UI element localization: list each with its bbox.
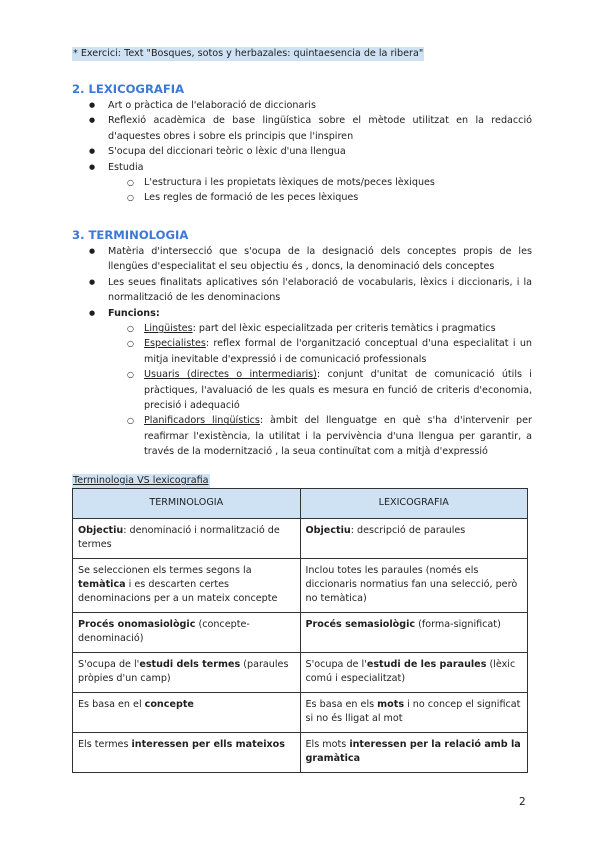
table-cell: S'ocupa de l'estudi de les paraules (lèxic comú i especialitzat) [300, 653, 528, 693]
sub-list-item: ○ Les regles de formació de les peces lèxiques [72, 190, 532, 205]
list-item: ● S'ocupa del diccionari teòric o lèxic d'una llengua [72, 144, 532, 159]
table-cell: Objectiu: descripció de paraules [300, 519, 528, 559]
table-row [73, 693, 528, 733]
sub-list-item [72, 413, 532, 459]
list-item: ● Matèria d'intersecció que s'ocupa de la designació dels conceptes propis de les llengües d'especialitat el seu objectiu és , doncs, la denominació dels conceptes [72, 244, 532, 275]
column-header-terminologia: TERMINOLOGIA [73, 489, 301, 519]
table-row [73, 653, 528, 693]
table-cell: Se seleccionen els termes segons la temàtica i es descarten certes denominacions per a un mateix concepte [73, 559, 301, 613]
column-header-lexicografia: LEXICOGRAFIA [300, 489, 528, 519]
table-row [73, 559, 528, 613]
table-row [73, 519, 528, 559]
comparison-link[interactable]: Terminologia VS lexicografia [73, 475, 209, 486]
funcio-text: : reflex formal de l'organització conceptual d'una especialitat i un mitja inevitable d'expressió i de comunicació professionals [144, 338, 532, 365]
table-cell: Inclou totes les paraules (només els diccionaris normatius fan una selecció, però no temàtica) [300, 559, 528, 613]
sub-list-item [72, 367, 532, 413]
table-row [73, 613, 528, 653]
funcio-term: Especialistes [144, 338, 206, 350]
funcio-term: Planificadors lingüístics [144, 415, 260, 427]
section-heading-lexicografia: 2. LEXICOGRAFIA [72, 82, 185, 96]
sub-list-item [72, 321, 532, 336]
table-cell: Els termes interessen per ells mateixos [73, 733, 301, 773]
table-cell: Es basa en els mots i no concep el significat si no és lligat al mot [300, 693, 528, 733]
funcio-text: : àmbit del llenguatge en què s'ha d'intervenir per reafirmar l'existència, la utilitat i la pervivència d'una llengua per garantir, a través de la modernització , la seua continuïtat com a mitjà d'expressió [144, 415, 532, 458]
exercise-note: * Exercici: Text "Bosques, sotos y herbazales: quintaesencia de la ribera" [73, 48, 424, 59]
funcions-label: Funcions: [108, 307, 160, 319]
list-item: ● Art o pràctica de l'elaboració de diccionaris [72, 98, 532, 113]
funcio-term: Lingüistes [144, 323, 193, 335]
section-heading-terminologia: 3. TERMINOLOGIA [72, 228, 189, 242]
funcio-term: Usuaris (directes o intermediaris) [144, 369, 317, 381]
table-header-row [73, 489, 528, 519]
list-item: ● Reflexió acadèmica de base lingüística sobre el mètode utilitzat en la redacció d'aquestes obres i sobre els principis que l'inspiren [72, 113, 532, 144]
table-cell: Es basa en el concepte [73, 693, 301, 733]
table-cell: Objectiu: denominació i normalització de termes [73, 519, 301, 559]
table-cell: Procés onomasiològic (concepte-denominació) [73, 613, 301, 653]
list-item: ● Les seues finalitats aplicatives són l'elaboració de vocabularis, lèxics i diccionaris, i la normalització de les denominacions [72, 275, 532, 306]
table-cell: S'ocupa de l'estudi dels termes (paraules pròpies d'un camp) [73, 653, 301, 693]
comparison-table [72, 488, 528, 773]
table-cell: Els mots interessen per la relació amb la gramàtica [300, 733, 528, 773]
page-number: 2 [519, 796, 526, 808]
table-row [73, 733, 528, 773]
funcio-text: : part del lèxic especialitzada per criteris temàtics i pragmatics [192, 323, 496, 335]
terminologia-list [72, 244, 532, 460]
lexicografia-list [72, 98, 532, 206]
list-item-funcions [72, 306, 532, 321]
sub-list-item: ○ L'estructura i les propietats lèxiques de mots/peces lèxiques [72, 175, 532, 190]
sub-list-item [72, 336, 532, 367]
table-cell: Procés semasiològic (forma-significat) [300, 613, 528, 653]
funcio-text: : conjunt d'unitat de comunicació útils i pràctiques, l'avaluació de les quals es mesura en funció de criteris d'economia, precisió i adequació [144, 369, 532, 412]
list-item: ● Estudia [72, 160, 532, 175]
